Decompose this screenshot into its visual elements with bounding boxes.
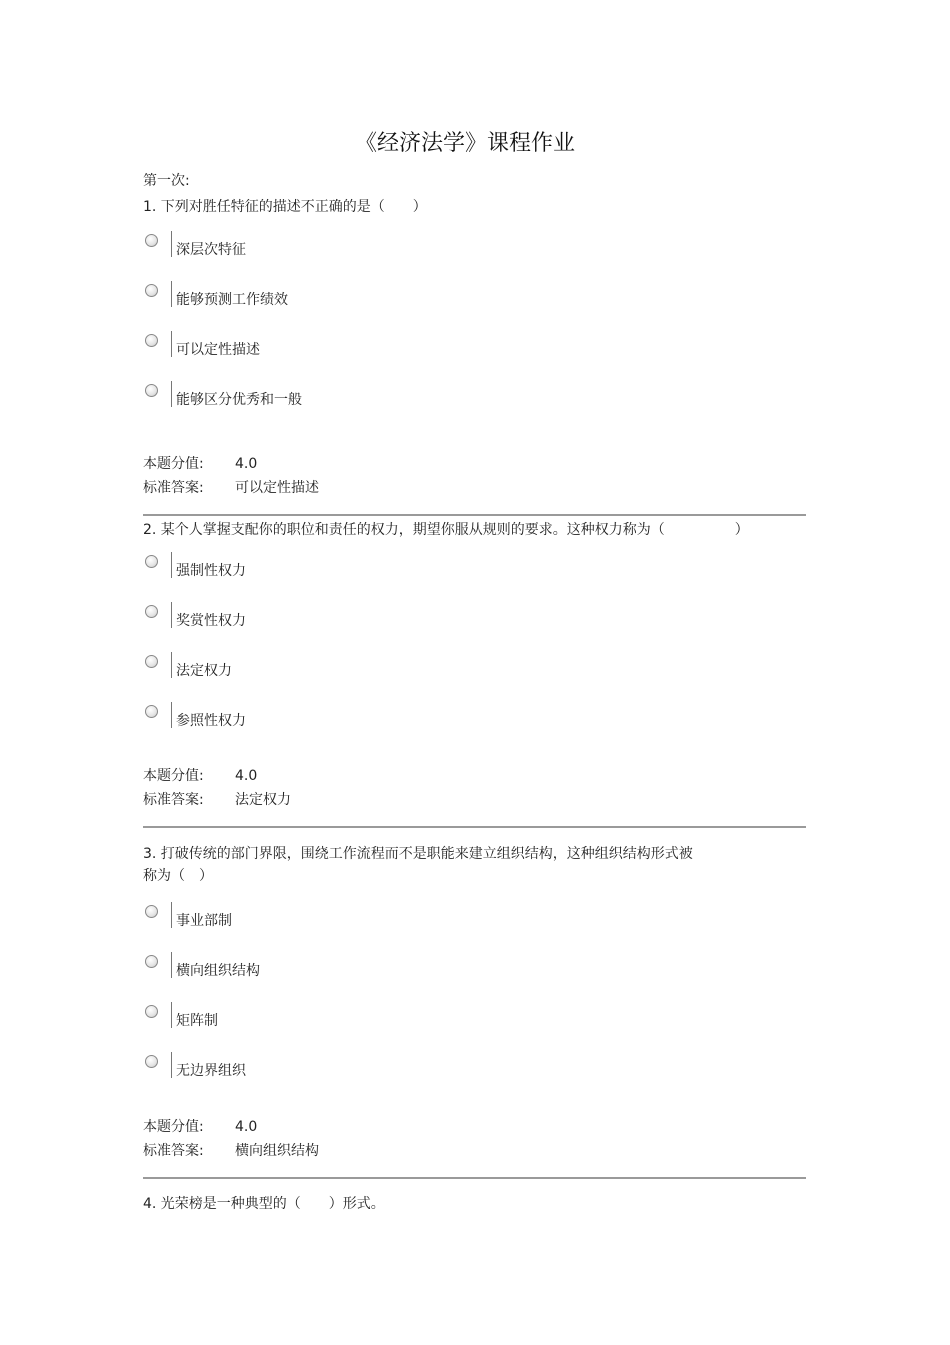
page-title: 《经济法学》课程作业 (354, 131, 575, 156)
divider (171, 952, 172, 978)
question-text: 2. 某个人掌握支配你的职位和责任的权力，期望你服从规则的要求。这种权力称为（ ） (143, 522, 749, 538)
score-row (143, 1115, 808, 1139)
option-b[interactable] (143, 952, 808, 1002)
answer-row (143, 788, 843, 812)
score-value: 4.0 (235, 1119, 258, 1135)
answer-label: 标准答案: (143, 1143, 204, 1159)
radio-button[interactable] (145, 655, 158, 668)
option-a[interactable] (143, 552, 843, 602)
option-label: 法定权力 (176, 663, 232, 679)
divider (171, 331, 172, 357)
radio-button[interactable] (145, 905, 158, 918)
divider (171, 381, 172, 407)
separator (143, 514, 806, 516)
question-text-line-1: 3. 打破传统的部门界限，围绕工作流程而不是职能来建立组织结构，这种组织结构形式被 (143, 846, 693, 862)
radio-button[interactable] (145, 1055, 158, 1068)
option-label: 可以定性描述 (176, 342, 260, 358)
question-text: 4. 光荣榜是一种典型的（ ）形式。 (143, 1196, 385, 1212)
question-3 (143, 843, 808, 1179)
option-label: 参照性权力 (176, 713, 246, 729)
option-label: 深层次特征 (176, 242, 246, 258)
answer-row (143, 476, 808, 500)
radio-button[interactable] (145, 705, 158, 718)
question-1 (143, 196, 808, 516)
answer-value: 法定权力 (235, 792, 291, 808)
section-label: 第一次: (143, 173, 190, 189)
option-label: 无边界组织 (176, 1063, 246, 1079)
score-row (143, 452, 808, 476)
divider (171, 602, 172, 628)
divider (171, 902, 172, 928)
question-4 (143, 1193, 808, 1215)
option-label: 能够预测工作绩效 (176, 292, 288, 308)
option-label: 矩阵制 (176, 1013, 218, 1029)
radio-button[interactable] (145, 605, 158, 618)
divider (171, 552, 172, 578)
score-row (143, 764, 843, 788)
divider (171, 702, 172, 728)
option-d[interactable] (143, 702, 843, 752)
divider (171, 1052, 172, 1078)
radio-button[interactable] (145, 555, 158, 568)
answer-value: 横向组织结构 (235, 1143, 319, 1159)
answer-row (143, 1139, 808, 1163)
radio-button[interactable] (145, 284, 158, 297)
radio-button[interactable] (145, 955, 158, 968)
question-2 (143, 519, 843, 828)
separator (143, 1177, 806, 1179)
option-c[interactable] (143, 331, 808, 381)
option-label: 强制性权力 (176, 563, 246, 579)
answer-label: 标准答案: (143, 480, 204, 496)
option-b[interactable] (143, 281, 808, 331)
score-value: 4.0 (235, 768, 258, 784)
radio-button[interactable] (145, 234, 158, 247)
score-label: 本题分值: (143, 1119, 204, 1135)
answer-label: 标准答案: (143, 792, 204, 808)
score-value: 4.0 (235, 456, 258, 472)
option-label: 横向组织结构 (176, 963, 260, 979)
question-text: 1. 下列对胜任特征的描述不正确的是（ ） (143, 199, 427, 215)
question-text-line-2: 称为（ ） (143, 868, 213, 884)
option-a[interactable] (143, 902, 808, 952)
option-b[interactable] (143, 602, 843, 652)
score-label: 本题分值: (143, 768, 204, 784)
option-c[interactable] (143, 1002, 808, 1052)
option-d[interactable] (143, 1052, 808, 1102)
radio-button[interactable] (145, 384, 158, 397)
option-label: 事业部制 (176, 913, 232, 929)
option-c[interactable] (143, 652, 843, 702)
option-d[interactable] (143, 381, 808, 431)
radio-button[interactable] (145, 334, 158, 347)
divider (171, 281, 172, 307)
answer-value: 可以定性描述 (235, 480, 319, 496)
score-label: 本题分值: (143, 456, 204, 472)
divider (171, 1002, 172, 1028)
option-label: 能够区分优秀和一般 (176, 392, 302, 408)
option-a[interactable] (143, 231, 808, 281)
divider (171, 231, 172, 257)
divider (171, 652, 172, 678)
separator (143, 826, 806, 828)
radio-button[interactable] (145, 1005, 158, 1018)
option-label: 奖赏性权力 (176, 613, 246, 629)
